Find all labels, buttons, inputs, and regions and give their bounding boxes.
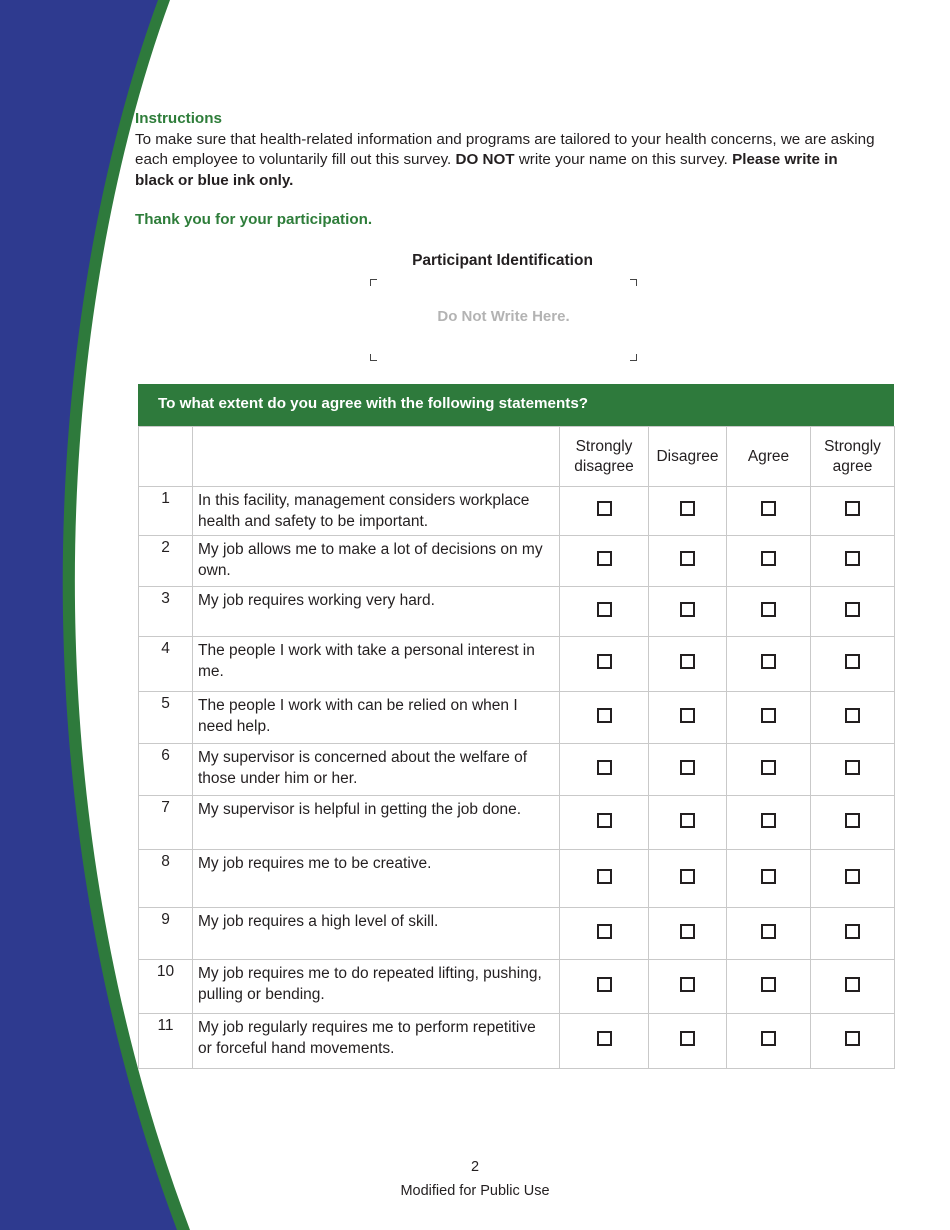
row-number: 3	[139, 587, 193, 637]
checkbox-strongly-disagree[interactable]	[597, 760, 612, 775]
cell-disagree	[649, 536, 727, 587]
cell-strongly-agree	[811, 960, 895, 1014]
cell-disagree	[649, 692, 727, 744]
checkbox-disagree[interactable]	[680, 501, 695, 516]
do-not-emphasis: DO NOT	[455, 151, 515, 168]
checkbox-strongly-agree[interactable]	[845, 654, 860, 669]
do-not-write-note: Do Not Write Here.	[437, 308, 570, 325]
checkbox-disagree[interactable]	[680, 602, 695, 617]
instructions-text-2: write your name on this survey.	[518, 151, 728, 168]
cell-strongly-disagree	[560, 960, 649, 1014]
cell-strongly-agree	[811, 796, 895, 850]
corner-mark	[630, 354, 637, 361]
checkbox-agree[interactable]	[761, 977, 776, 992]
header-strongly-disagree: Strongly disagree	[560, 427, 649, 487]
checkbox-agree[interactable]	[761, 501, 776, 516]
header-agree: Agree	[727, 427, 811, 487]
row-number: 1	[139, 487, 193, 536]
checkbox-strongly-agree[interactable]	[845, 708, 860, 723]
table-row	[139, 744, 895, 796]
checkbox-strongly-agree[interactable]	[845, 760, 860, 775]
ink-note: Please write in black or blue ink only.	[135, 151, 838, 189]
cell-agree	[727, 796, 811, 850]
checkbox-disagree[interactable]	[680, 708, 695, 723]
cell-disagree	[649, 796, 727, 850]
checkbox-strongly-agree[interactable]	[845, 602, 860, 617]
cell-strongly-agree	[811, 744, 895, 796]
header-num	[139, 427, 193, 487]
survey-rows	[139, 487, 895, 1069]
checkbox-strongly-disagree[interactable]	[597, 869, 612, 884]
row-number: 6	[139, 744, 193, 796]
cell-strongly-agree	[811, 908, 895, 960]
corner-mark	[630, 279, 637, 286]
instructions-block	[135, 109, 875, 191]
checkbox-strongly-disagree[interactable]	[597, 924, 612, 939]
header-statement	[193, 427, 560, 487]
checkbox-agree[interactable]	[761, 760, 776, 775]
instructions-heading: Instructions	[135, 110, 222, 127]
checkbox-agree[interactable]	[761, 813, 776, 828]
table-row	[139, 487, 895, 536]
cell-strongly-disagree	[560, 744, 649, 796]
statement-text: My supervisor is helpful in getting the job done.	[193, 796, 560, 850]
checkbox-disagree[interactable]	[680, 869, 695, 884]
cell-disagree	[649, 850, 727, 908]
checkbox-disagree[interactable]	[680, 977, 695, 992]
checkbox-strongly-disagree[interactable]	[597, 813, 612, 828]
footer-note: Modified for Public Use	[400, 1183, 550, 1199]
row-number: 5	[139, 692, 193, 744]
checkbox-agree[interactable]	[761, 1031, 776, 1046]
checkbox-strongly-agree[interactable]	[845, 501, 860, 516]
cell-agree	[727, 744, 811, 796]
checkbox-strongly-disagree[interactable]	[597, 501, 612, 516]
statement-text: The people I work with take a personal interest in me.	[193, 637, 560, 692]
cell-agree	[727, 960, 811, 1014]
checkbox-strongly-disagree[interactable]	[597, 708, 612, 723]
table-row	[139, 536, 895, 587]
survey-banner: To what extent do you agree with the following statements?	[138, 384, 894, 426]
cell-disagree	[649, 587, 727, 637]
checkbox-strongly-agree[interactable]	[845, 977, 860, 992]
instructions-text-1: To make sure that health-related information and programs are tailored to your health concerns, we are asking each employee to voluntarily fill out this survey.	[135, 130, 875, 168]
thank-you-note: Thank you for your participation.	[135, 211, 373, 228]
checkbox-strongly-agree[interactable]	[845, 551, 860, 566]
survey-table	[138, 426, 895, 1069]
row-number: 8	[139, 850, 193, 908]
cell-strongly-agree	[811, 637, 895, 692]
statement-text: My job requires working very hard.	[193, 587, 560, 637]
checkbox-strongly-disagree[interactable]	[597, 602, 612, 617]
checkbox-agree[interactable]	[761, 708, 776, 723]
cell-strongly-disagree	[560, 637, 649, 692]
header-strongly-agree: Strongly agree	[811, 427, 895, 487]
checkbox-strongly-disagree[interactable]	[597, 1031, 612, 1046]
header-row	[139, 427, 895, 487]
cell-strongly-agree	[811, 536, 895, 587]
checkbox-disagree[interactable]	[680, 760, 695, 775]
checkbox-strongly-agree[interactable]	[845, 813, 860, 828]
row-number: 10	[139, 960, 193, 1014]
checkbox-strongly-disagree[interactable]	[597, 977, 612, 992]
cell-disagree	[649, 1014, 727, 1069]
checkbox-agree[interactable]	[761, 869, 776, 884]
statement-text: My job requires a high level of skill.	[193, 908, 560, 960]
cell-disagree	[649, 744, 727, 796]
table-row	[139, 637, 895, 692]
statement-text: The people I work with can be relied on when I need help.	[193, 692, 560, 744]
statement-text: In this facility, management considers workplace health and safety to be important.	[193, 487, 560, 536]
checkbox-agree[interactable]	[761, 654, 776, 669]
participant-id-box	[370, 279, 637, 361]
cell-strongly-disagree	[560, 908, 649, 960]
cell-strongly-agree	[811, 692, 895, 744]
cell-agree	[727, 850, 811, 908]
cell-disagree	[649, 908, 727, 960]
corner-mark	[370, 354, 377, 361]
cell-strongly-agree	[811, 487, 895, 536]
page-number: 2	[470, 1159, 480, 1175]
cell-agree	[727, 587, 811, 637]
table-row	[139, 908, 895, 960]
checkbox-strongly-agree[interactable]	[845, 1031, 860, 1046]
cell-strongly-disagree	[560, 692, 649, 744]
checkbox-disagree[interactable]	[680, 813, 695, 828]
cell-agree	[727, 536, 811, 587]
header-disagree: Disagree	[649, 427, 727, 487]
statement-text: My supervisor is concerned about the welfare of those under him or her.	[193, 744, 560, 796]
row-number: 11	[139, 1014, 193, 1069]
statement-text: My job requires me to be creative.	[193, 850, 560, 908]
cell-strongly-agree	[811, 850, 895, 908]
table-row	[139, 960, 895, 1014]
checkbox-strongly-agree[interactable]	[845, 869, 860, 884]
survey-table-section	[138, 384, 894, 1069]
row-number: 9	[139, 908, 193, 960]
cell-disagree	[649, 487, 727, 536]
checkbox-strongly-disagree[interactable]	[597, 654, 612, 669]
cell-agree	[727, 487, 811, 536]
cell-agree	[727, 1014, 811, 1069]
cell-strongly-disagree	[560, 487, 649, 536]
checkbox-disagree[interactable]	[680, 654, 695, 669]
cell-agree	[727, 637, 811, 692]
checkbox-strongly-disagree[interactable]	[597, 551, 612, 566]
checkbox-agree[interactable]	[761, 602, 776, 617]
table-row	[139, 796, 895, 850]
cell-disagree	[649, 637, 727, 692]
participant-id-title: Participant Identification	[412, 252, 593, 269]
statement-text: My job requires me to do repeated lifting, pushing, pulling or bending.	[193, 960, 560, 1014]
statement-text: My job regularly requires me to perform repetitive or forceful hand movements.	[193, 1014, 560, 1069]
cell-disagree	[649, 960, 727, 1014]
row-number: 2	[139, 536, 193, 587]
checkbox-strongly-agree[interactable]	[845, 924, 860, 939]
cell-strongly-disagree	[560, 850, 649, 908]
cell-strongly-disagree	[560, 536, 649, 587]
table-row	[139, 587, 895, 637]
cell-strongly-disagree	[560, 796, 649, 850]
row-number: 4	[139, 637, 193, 692]
cell-strongly-agree	[811, 587, 895, 637]
cell-strongly-disagree	[560, 1014, 649, 1069]
checkbox-agree[interactable]	[761, 924, 776, 939]
table-row	[139, 1014, 895, 1069]
cell-agree	[727, 908, 811, 960]
corner-mark	[370, 279, 377, 286]
table-row	[139, 850, 895, 908]
statement-text: My job allows me to make a lot of decisions on my own.	[193, 536, 560, 587]
table-row	[139, 692, 895, 744]
cell-strongly-agree	[811, 1014, 895, 1069]
instructions-body	[135, 130, 875, 192]
checkbox-agree[interactable]	[761, 551, 776, 566]
checkbox-disagree[interactable]	[680, 1031, 695, 1046]
row-number: 7	[139, 796, 193, 850]
checkbox-disagree[interactable]	[680, 551, 695, 566]
cell-strongly-disagree	[560, 587, 649, 637]
cell-agree	[727, 692, 811, 744]
checkbox-disagree[interactable]	[680, 924, 695, 939]
